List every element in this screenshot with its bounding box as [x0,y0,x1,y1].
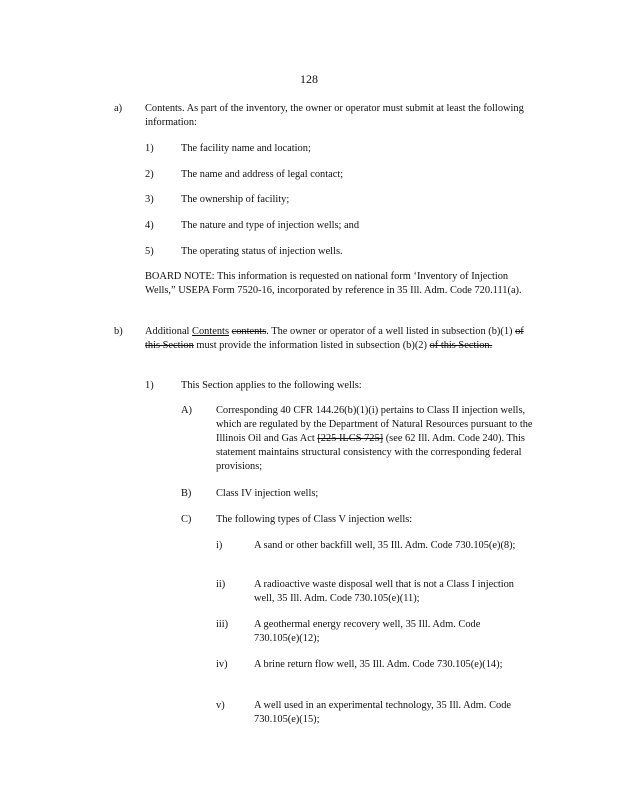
list-item-label: 3) [145,194,154,205]
board-note: BOARD NOTE: This information is requested on national form ‘Inventory of Injection Wells,” USEPA Form 7520-16, incorporated by reference in 35 Ill. Adm. Code 720.111(a). [145,271,522,296]
subsection-text: This Section applies to the following wells: [181,380,362,391]
subitem-text-part: (see 62 Ill. Adm. Code 240). This statement maintains structural consistency with the corresponding federal provisions; [216,433,525,472]
subsection-label: 1) [145,380,154,391]
nested-item: A well used in an experimental technology, 35 Ill. Adm. Code 730.105(e)(15); [254,700,512,725]
nested-item-label: ii) [216,579,226,590]
list-item-label: 5) [145,246,154,257]
nested-item: A radioactive waste disposal well that is not a Class I injection well, 35 Ill. Adm. Code 730.105(e)(11); [254,579,514,604]
deleted-text: contents [231,326,267,337]
section-b-label: b) [114,326,123,337]
subitem-text: Class IV injection wells; [216,488,319,499]
intro-text: must provide the information listed in subsection (b)(2) [193,340,430,351]
nested-item: A sand or other backfill well, 35 Ill. Adm. Code 730.105(e)(8); [254,540,516,551]
nested-item: A geothermal energy recovery well, 35 Ill. Adm. Code 730.105(e)(12); [254,619,481,644]
deleted-text: of this Section. [429,340,493,351]
subitem-label: B) [181,488,192,499]
section-a-intro: Contents. As part of the inventory, the owner or operator must submit at least the following information: [145,103,524,128]
nested-item-label: iii) [216,619,229,630]
inserted-text: Contents [192,326,229,337]
list-item-label: 2) [145,169,154,180]
list-item-label: 4) [145,220,154,231]
subitem-label: C) [181,514,192,525]
list-item: The facility name and location; [181,143,311,154]
deleted-text: of this Section [145,326,524,351]
list-item-label: 1) [145,143,154,154]
nested-item-label: v) [216,700,225,711]
nested-item-label: iv) [216,659,228,670]
subitem-label: A) [181,405,192,416]
nested-item-label: i) [216,540,223,551]
list-item: The name and address of legal contact; [181,169,344,180]
subitem-text [216,404,534,474]
deleted-text: [225 ILCS 725] [317,433,384,444]
intro-text: . The owner or operator of a well listed in subsection (b)(1) [266,326,516,337]
list-item: The nature and type of injection wells; and [181,220,360,231]
subitem-text: The following types of Class V injection wells: [216,514,413,525]
list-item: The ownership of facility; [181,194,290,205]
page-number: 128 [300,72,318,86]
intro-text: Additional [145,326,193,337]
section-b-intro [145,325,540,353]
list-item: The operating status of injection wells. [181,246,343,257]
subitem-text-part: Corresponding 40 CFR 144.26(b)(1)(i) pertains to Class II injection wells, which are regulated by the Department of Natural Resources pursuant to the Illinois Oil and Gas Act [216,405,533,444]
section-a-label: a) [114,103,123,114]
nested-item: A brine return flow well, 35 Ill. Adm. Code 730.105(e)(14); [254,659,503,670]
